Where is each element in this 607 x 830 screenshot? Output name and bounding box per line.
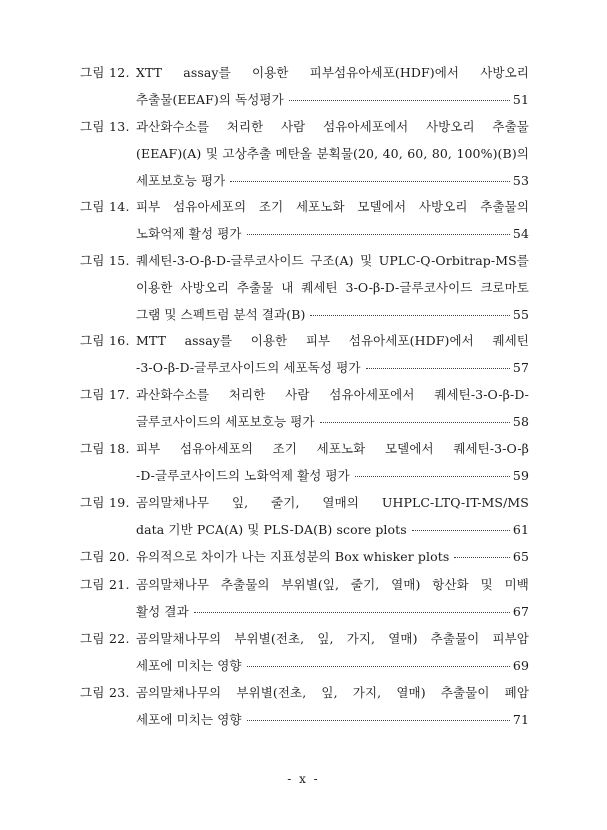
- figure-title-line: 과산화수소를 처리한 사람 섬유아세포에서 퀘세틴-3-O-β-D-: [136, 387, 529, 402]
- figure-title-last-line: [136, 544, 529, 570]
- dot-leader: [412, 529, 510, 531]
- dot-leader: [247, 233, 510, 235]
- figure-title-line: 퀘세틴-3-O-β-D-글루코사이드 구조(A) 및 UPLC-Q-Orbitrap-MS를: [136, 253, 529, 268]
- figure-title-line: 곰의말채나무의 부위별(전초, 잎, 가지, 열매) 추출물이 피부암: [136, 631, 529, 646]
- page-number[interactable]: 69: [512, 657, 529, 673]
- figure-title-line: 곰의말채나무의 부위별(전초, 잎, 가지, 열매) 추출물이 폐암: [136, 685, 529, 700]
- figure-title-text: -D-글루코사이드의 노화억제 활성 평가: [136, 467, 350, 483]
- page-number[interactable]: 67: [512, 603, 529, 619]
- figure-title-line: XTT assay를 이용한 피부섬유아세포(HDF)에서 사방오리: [136, 65, 529, 80]
- page-number[interactable]: 55: [512, 306, 529, 322]
- figure-title-last-line: [136, 517, 529, 543]
- figure-number: 그림 19.: [80, 495, 130, 510]
- figure-title-text: 세포에 미치는 영향: [136, 711, 242, 727]
- figure-title-last-line: [136, 463, 529, 489]
- page-footer: - x -: [287, 772, 320, 786]
- figure-title-text: 세포보호능 평가: [136, 172, 226, 188]
- dot-leader: [230, 180, 510, 182]
- figure-title-line: (EEAF)(A) 및 고상추출 메탄올 분획물(20, 40, 60, 80, 100%)(B)의: [136, 145, 529, 161]
- page-number[interactable]: 54: [512, 225, 529, 241]
- dot-leader: [355, 475, 510, 477]
- figure-title-last-line: [136, 653, 529, 679]
- dot-leader: [247, 665, 510, 667]
- page-number[interactable]: 58: [512, 413, 529, 429]
- page-number[interactable]: 53: [512, 172, 529, 188]
- page-number[interactable]: 57: [512, 359, 529, 375]
- dot-leader: [454, 556, 509, 558]
- figure-title-last-line: [136, 221, 529, 247]
- figure-title-line: 과산화수소를 처리한 사람 섬유아세포에서 사방오리 추출물: [136, 119, 529, 134]
- dot-leader: [289, 99, 510, 101]
- figure-title-line: 피부 섬유아세포의 조기 세포노화 모델에서 퀘세틴-3-O-β: [136, 441, 529, 456]
- figure-title-line: 곰의말채나무 잎, 줄기, 열매의 UHPLC-LTQ-IT-MS/MS: [136, 495, 529, 510]
- dot-leader: [320, 421, 510, 423]
- figure-title-text: 글루코사이드의 세포보호능 평가: [136, 413, 315, 429]
- figure-title-line: 곰의말채나무 추출물의 부위별(잎, 줄기, 열매) 항산화 및 미백: [136, 577, 529, 592]
- figure-number: 그림 12.: [80, 65, 130, 80]
- figure-number: 그림 22.: [80, 631, 130, 646]
- figure-title-text: 추출물(EEAF)의 독성평가: [136, 91, 284, 107]
- figure-number: 그림 16.: [80, 333, 130, 348]
- figure-number: 그림 13.: [80, 119, 130, 134]
- figure-title-last-line: [136, 599, 529, 625]
- dot-leader: [366, 367, 510, 369]
- figure-title-last-line: [136, 355, 529, 381]
- figure-title-text: 세포에 미치는 영향: [136, 657, 242, 673]
- figure-number: 그림 23.: [80, 685, 130, 700]
- figure-number: 그림 20.: [80, 549, 130, 564]
- figure-title-last-line: [136, 409, 529, 435]
- figure-number: 그림 18.: [80, 441, 130, 456]
- page-number[interactable]: 65: [512, 549, 529, 564]
- figure-number: 그림 21.: [80, 577, 130, 592]
- figure-number: 그림 14.: [80, 199, 130, 214]
- figure-title-text: data 기반 PCA(A) 및 PLS-DA(B) score plots: [136, 521, 407, 537]
- figure-title-line: 피부 섬유아세포의 조기 세포노화 모델에서 사방오리 추출물의: [136, 199, 529, 214]
- figure-title-last-line: [136, 302, 529, 328]
- figure-title-text: 활성 결과: [136, 603, 189, 619]
- figure-title-line: MTT assay를 이용한 피부 섬유아세포(HDF)에서 퀘세틴: [136, 333, 529, 348]
- page-number[interactable]: 59: [512, 467, 529, 483]
- figure-title-last-line: [136, 87, 529, 113]
- page-number[interactable]: 71: [512, 711, 529, 727]
- figure-title-line: 이용한 사방오리 추출물 내 퀘세틴 3-O-β-D-글루코사이드 크로마토: [136, 279, 529, 295]
- figure-title-text: -3-O-β-D-글루코사이드의 세포독성 평가: [136, 359, 361, 375]
- figure-number: 그림 17.: [80, 387, 130, 402]
- figure-number: 그림 15.: [80, 253, 130, 268]
- page-number[interactable]: 61: [512, 521, 529, 537]
- figure-title-text: 노화억제 활성 평가: [136, 225, 242, 241]
- figure-title-last-line: [136, 168, 529, 194]
- figure-title-text: 그램 및 스펙트럼 분석 결과(B): [136, 306, 306, 322]
- figure-title-last-line: [136, 707, 529, 733]
- dot-leader: [310, 314, 509, 316]
- figure-title-text: 유의적으로 차이가 나는 지표성분의 Box whisker plots: [136, 549, 450, 564]
- dot-leader: [194, 611, 510, 613]
- page-number[interactable]: 51: [512, 91, 529, 107]
- dot-leader: [247, 719, 510, 721]
